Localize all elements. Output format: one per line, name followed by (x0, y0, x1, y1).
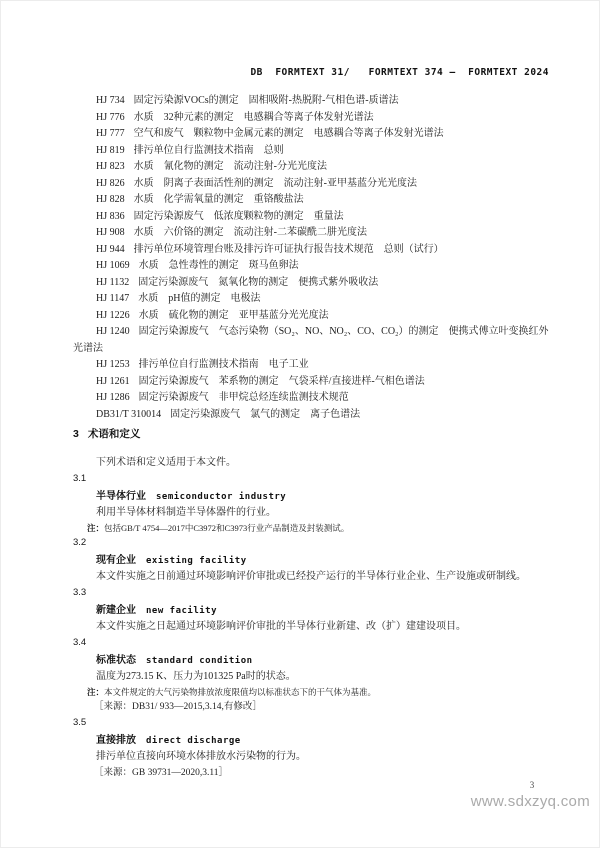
term-definition: 温度为273.15 K、压力为101325 Pa时的状态。 (96, 671, 296, 682)
note-label: 注： (87, 687, 105, 697)
section-number: 3 (73, 428, 79, 440)
reference-item (73, 291, 549, 308)
reference-title: 空气和废气 颗粒物中金属元素的测定 电感耦合等离子体发射光谱法 (133, 128, 444, 139)
reference-code: HJ 1253 (96, 359, 130, 370)
reference-code: HJ 1240 (96, 326, 130, 337)
term-entry-3-5 (73, 715, 549, 781)
reference-item (73, 209, 549, 226)
section-title: 术语和定义 (87, 428, 141, 440)
reference-code: HJ 1226 (96, 309, 130, 321)
reference-title: 水质 32种元素的测定 电感耦合等离子体发射光谱法 (133, 111, 374, 123)
reference-title: 水质 六价铬的测定 流动注射-二苯碳酰二肼光度法 (133, 227, 367, 238)
term-name (73, 731, 549, 749)
page-content (73, 65, 549, 781)
reference-item (73, 110, 549, 127)
reference-title: 排污单位自行监测技术指南 总则 (133, 144, 284, 156)
term-definition: 利用半导体材料制造半导体器件的行业。 (96, 507, 276, 518)
reference-title: 固定污染源废气 非甲烷总烃连续监测技术规范 (138, 392, 349, 403)
term-name-zh: 新建企业 (96, 605, 136, 616)
term-name (73, 487, 549, 505)
reference-item (73, 143, 549, 160)
reference-item (73, 258, 549, 275)
reference-code: HJ 734 (96, 95, 125, 106)
reference-code: HJ 908 (96, 227, 125, 238)
reference-item (73, 275, 549, 292)
reference-code: HJ 819 (96, 144, 125, 156)
reference-item (73, 192, 549, 209)
reference-item (73, 374, 549, 391)
section-intro: 下列术语和定义适用于本文件。 (96, 457, 236, 468)
term-name-en: new facility (146, 606, 218, 616)
reference-item (73, 390, 549, 407)
reference-title: 水质 急性毒性的测定 斑马鱼卵法 (138, 260, 299, 271)
term-definition: 排污单位直接向环境水体排放水污染物的行为。 (96, 751, 306, 762)
reference-code: DB31/T 310014 (96, 408, 162, 420)
term-source: ［来源：DB31/ 933—2015,3.14,有修改］ (94, 702, 262, 712)
term-name-zh: 现有企业 (96, 555, 136, 566)
term-name-zh: 半导体行业 (96, 491, 146, 502)
reference-title: 水质 阴离子表面活性剂的测定 流动注射-亚甲基蓝分光光度法 (133, 177, 417, 189)
reference-title: 固定污染源废气 氯气的测定 离子色谱法 (170, 408, 361, 420)
reference-code: HJ 944 (96, 243, 125, 255)
term-source: ［来源：GB 39731—2020,3.11］ (94, 768, 228, 778)
term-number: 3.1 (73, 473, 87, 484)
normative-references-list (73, 93, 549, 423)
reference-item (73, 308, 549, 325)
reference-code: HJ 777 (96, 128, 125, 139)
document-number-header: DB FORMTEXT 31/ FORMTEXT 374 — FORMTEXT 2024 (250, 67, 549, 78)
reference-item (73, 324, 549, 357)
watermark-text: www.sdxzyq.com (470, 793, 590, 810)
term-number: 3.2 (73, 537, 87, 548)
reference-code: HJ 1069 (96, 260, 130, 271)
term-note (87, 521, 549, 535)
reference-code: HJ 1286 (96, 392, 130, 403)
term-name-en: direct discharge (146, 736, 241, 746)
term-entry-3-4 (73, 635, 549, 715)
reference-title: 固定污染源VOCs的测定 固相吸附-热脱附-气相色谱-质谱法 (133, 95, 399, 106)
reference-item (73, 225, 549, 242)
reference-code: HJ 823 (96, 161, 125, 172)
term-definition: 本文件实施之日起通过环境影响评价审批的半导体行业新建、改（扩）建建设项目。 (96, 621, 466, 632)
reference-title: 水质 氰化物的测定 流动注射-分光光度法 (133, 161, 327, 172)
term-name-zh: 直接排放 (96, 735, 136, 746)
term-entry-3-3 (73, 585, 549, 635)
reference-code: HJ 826 (96, 177, 125, 189)
note-text: 本文件规定的大气污染物排放浓度限值均以标准状态下的干气体为基准。 (104, 687, 377, 697)
note-label: 注： (87, 523, 105, 533)
term-name-en: existing facility (146, 556, 247, 566)
reference-code: HJ 828 (96, 194, 125, 205)
term-name-zh: 标准状态 (96, 655, 136, 666)
reference-item (73, 93, 549, 110)
reference-item (73, 159, 549, 176)
reference-title: 排污单位自行监测技术指南 电子工业 (138, 359, 309, 370)
term-number: 3.4 (73, 637, 87, 648)
term-name (73, 601, 549, 619)
term-name-en: semiconductor industry (156, 492, 287, 502)
reference-title: 排污单位环境管理台账及排污许可证执行报告技术规范 总则（试行） (133, 243, 444, 255)
note-text: 包括GB/T 4754—2017中C3972和C3973行业产品制造及封装测试。 (104, 523, 350, 533)
reference-title: 水质 化学需氧量的测定 重铬酸盐法 (133, 194, 304, 205)
reference-title: 固定污染源废气 低浓度颗粒物的测定 重量法 (133, 210, 344, 222)
reference-title: 水质 硫化物的测定 亚甲基蓝分光光度法 (138, 309, 329, 321)
page-number: 3 (529, 780, 535, 790)
reference-item (73, 357, 549, 374)
reference-title: 固定污染源废气 氮氧化物的测定 便携式紫外吸收法 (138, 276, 379, 288)
reference-code: HJ 1132 (96, 276, 130, 288)
reference-code: HJ 836 (96, 210, 125, 222)
term-entry-3-2 (73, 535, 549, 585)
reference-code: HJ 776 (96, 111, 125, 123)
term-number: 3.3 (73, 587, 87, 598)
section-heading (73, 427, 549, 442)
term-definition: 本文件实施之日前通过环境影响评价审批或已经投产运行的半导体行业企业、生产设施或研制线。 (96, 571, 526, 582)
reference-code: HJ 1261 (96, 375, 130, 387)
term-note (87, 685, 549, 699)
term-name (73, 551, 549, 569)
reference-item (73, 407, 549, 424)
term-name-en: standard condition (146, 656, 253, 666)
term-entry-3-1 (73, 471, 549, 535)
reference-item (73, 242, 549, 259)
reference-title: 水质 pH值的测定 电极法 (138, 293, 261, 304)
reference-title: 固定污染源废气 苯系物的测定 气袋采样/直接进样-气相色谱法 (138, 375, 425, 387)
reference-item (73, 126, 549, 143)
reference-code: HJ 1147 (96, 293, 130, 304)
term-number: 3.5 (73, 717, 87, 728)
term-name (73, 651, 549, 669)
reference-item (73, 176, 549, 193)
reference-title: 固定污染源废气 气态污染物（SO₂、NO、NO₂、CO、CO₂）的测定 便携式傅立叶变换红外光谱法 (73, 326, 549, 354)
